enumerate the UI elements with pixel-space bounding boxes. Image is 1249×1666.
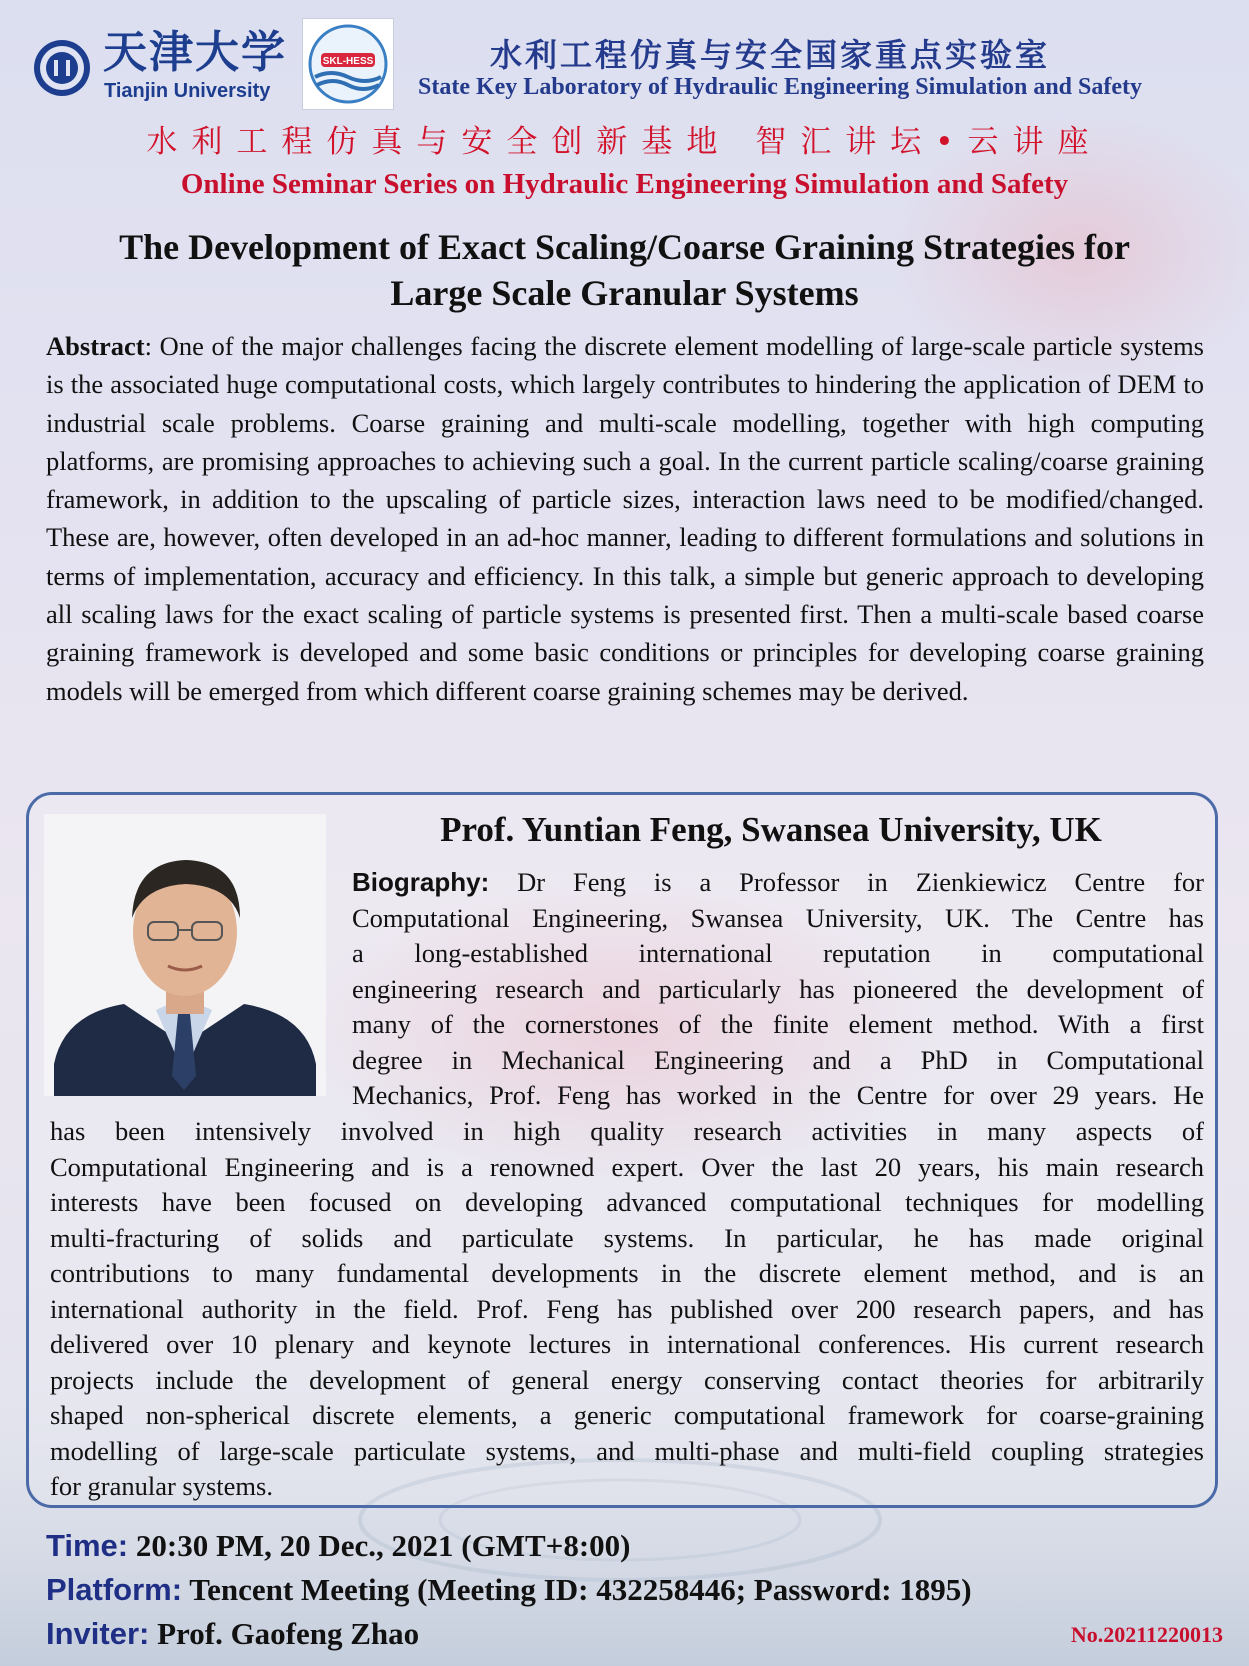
bio-line: for granular systems. [50,1471,273,1501]
university-name-en: Tianjin University [104,80,271,102]
bio-line: modelling of large-scale particulate systems, and multi-phase and multi-field coupling strategies [50,1435,1204,1466]
abstract [46,327,1204,710]
university-name-cn: 天津大学 [103,27,287,78]
bio-line: Mechanics, Prof. Feng has worked in the Centre for over 29 years. He [352,1080,1204,1110]
bio-line: engineering research and particularly has pioneered the development of [352,973,1204,1004]
bio-line: many of the cornerstones of the finite element method. With a first [352,1009,1204,1039]
bio-line: interests have been focused on developing advanced computational techniques for modelling [50,1187,1204,1217]
bio-line: degree in Mechanical Engineering and a PhD in Computational [352,1044,1204,1075]
seminar-series-cn: 水利工程仿真与安全创新基地 智汇讲坛•云讲座 [146,124,1103,160]
talk-title [40,224,1209,316]
bio-line: projects include the development of general energy conserving contact theories for arbitrarily [50,1364,1204,1395]
abstract-label: Abstract [46,331,145,361]
speaker-name: Prof. Yuntian Feng, Swansea University, UK [440,810,1102,849]
skl-hess-logo-icon [302,18,394,110]
biography-rest [50,1114,1204,1505]
bio-line: shaped non-spherical discrete elements, a generic computational framework for coarse-graining [50,1400,1204,1430]
bio-line: has been intensively involved in high quality research activities in many aspects of [50,1116,1204,1146]
bio-line: multi-fracturing of solids and particulate systems. In particular, he has made original [50,1222,1204,1253]
bio-line-text: Dr Feng is a Professor in Zienkiewicz Centre for [489,867,1204,897]
lab-name-en: State Key Laboratory of Hydraulic Engineering Simulation and Safety [418,74,1143,100]
bio-line: Computational Engineering and is a renowned expert. Over the last 20 years, his main research [50,1151,1204,1182]
time-value: 20:30 PM, 20 Dec., 2021 (GMT+8:00) [128,1528,631,1563]
tianjin-university-seal-icon [32,38,92,98]
talk-title-line2: Large Scale Granular Systems [390,273,859,313]
bio-line: contributions to many fundamental developments in the discrete element method, and is an [50,1258,1204,1288]
seminar-series-en: Online Seminar Series on Hydraulic Engineering Simulation and Safety [180,168,1069,200]
biography-top [352,865,1204,1114]
time-label: Time: [46,1528,129,1563]
bio-line: delivered over 10 plenary and keynote lectures in international conferences. His current research [50,1329,1204,1359]
event-inviter [46,1612,972,1656]
abstract-text: : One of the major challenges facing the discrete element modelling of large-scale particle systems is the associated huge computational costs, which largely contributes to hindering the application of DEM to industrial scale problems. Coarse graining and multi-scale modelling, together with high computing platforms, are promising approaches to achieving such a goal. In the current particle scaling/coarse graining framework, in addition to the upscaling of particle sizes, interaction laws need to be modified/changed. These are, however, often developed in an ad-hoc manner, leading to different formulations and solutions in terms of implementation, accuracy and efficiency. In this talk, a simple but generic approach to developing all scaling laws for the exact scaling of particle systems is presented first. Then a multi-scale based coarse graining framework is developed and some basic conditions or principles for developing coarse graining models will be emerged from which different coarse graining schemes may be derived. [46,331,1204,706]
platform-label: Platform: [46,1572,183,1607]
event-time [46,1524,972,1568]
biography-label: Biography: [352,867,490,897]
bio-line: a long-established international reputation in computational [352,938,1204,968]
event-details [46,1524,972,1656]
event-platform [46,1568,972,1612]
serial-number: No.20211220013 [1070,1622,1223,1647]
speaker-photo [44,814,326,1096]
inviter-value: Prof. Gaofeng Zhao [149,1616,420,1651]
lab-name-cn: 水利工程仿真与安全国家重点实验室 [490,36,1051,74]
talk-title-line1: The Development of Exact Scaling/Coarse Graining Strategies for [119,227,1130,267]
skl-hess-logo-text: SKL-HESS [322,56,374,67]
inviter-label: Inviter: [46,1616,150,1651]
bio-line: Computational Engineering, Swansea University, UK. The Centre has [352,902,1204,933]
bio-line [352,865,1204,901]
platform-value: Tencent Meeting (Meeting ID: 432258446; Password: 1895) [182,1572,972,1607]
bio-line: international authority in the field. Prof. Feng has published over 200 research papers, and has [50,1293,1204,1324]
